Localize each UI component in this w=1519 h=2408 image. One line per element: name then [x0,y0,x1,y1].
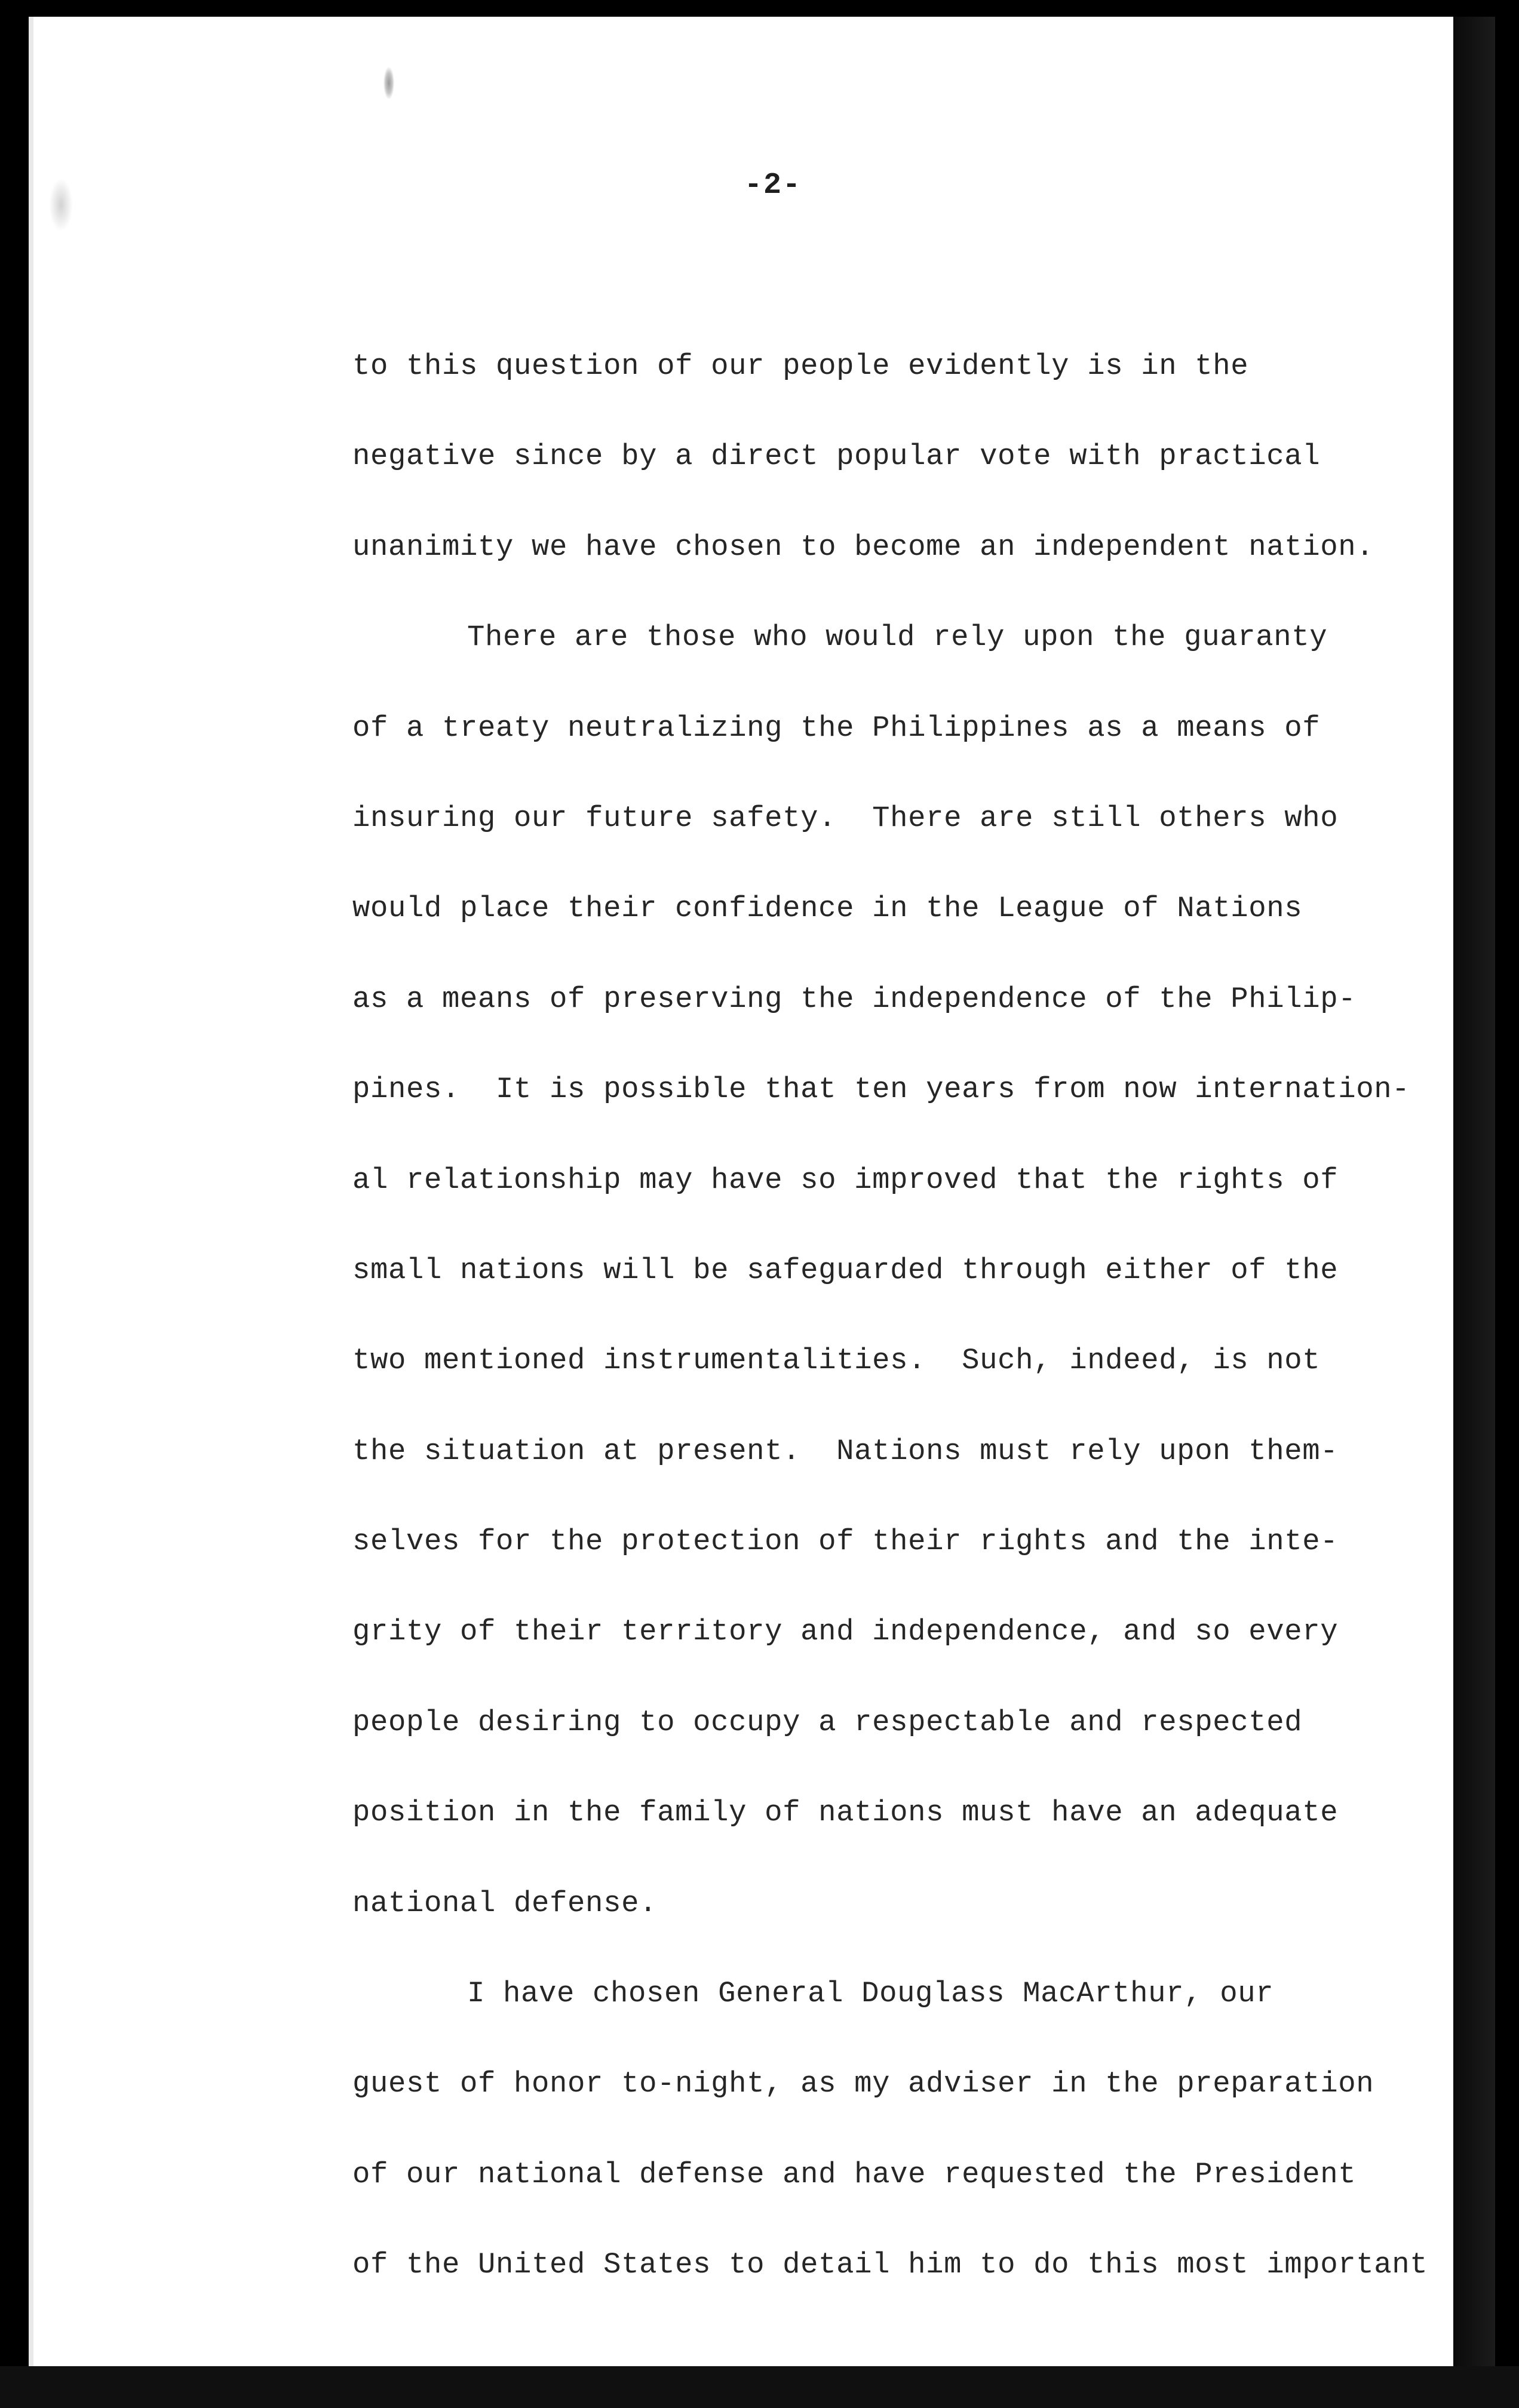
text-line: as a means of preserving the independence of the Philip- [352,982,1357,1016]
text-line: position in the family of nations must have an adequate [352,1796,1339,1830]
text-line: pines. It is possible that ten years from now internation- [352,1073,1410,1107]
text-line: small nations will be safeguarded through either of the [352,1253,1339,1287]
text-line: insuring our future safety. There are still others who [352,801,1339,835]
text-line: two mentioned instrumentalities. Such, indeed, is not [352,1344,1321,1378]
text-line: people desiring to occupy a respectable and respected [352,1705,1303,1739]
text-line: the situation at present. Nations must rely upon them- [352,1434,1339,1468]
text-line-paragraph-start: I have chosen General Douglass MacArthur, our [467,1977,1274,2011]
text-line: national defense. [352,1886,658,1920]
ink-smudge-mark [383,67,394,99]
text-line: guest of honor to-night, as my adviser in the preparation [352,2067,1374,2101]
text-line: of our national defense and have requested the President [352,2157,1357,2191]
text-line: unanimity we have chosen to become an independent nation. [352,530,1374,564]
typed-body-text [352,321,1457,2311]
page-number: -2- [744,168,802,202]
text-line-paragraph-start: There are those who would rely upon the guaranty [467,621,1328,655]
text-line: of the United States to detail him to do this most important [352,2248,1428,2282]
text-line: selves for the protection of their rights and the inte- [352,1525,1339,1559]
text-line: grity of their territory and independence, and so every [352,1615,1339,1649]
text-line: would place their confidence in the League of Nations [352,892,1303,926]
text-line: of a treaty neutralizing the Philippines as a means of [352,711,1321,745]
text-line: al relationship may have so improved that the rights of [352,1163,1339,1197]
scan-right-edge [1453,17,1495,2367]
text-line: to this question of our people evidently is in the [352,349,1249,383]
scan-artifact-mark [49,178,73,232]
scan-bottom-edge [0,2366,1519,2408]
document-page [29,17,1495,2367]
text-line: negative since by a direct popular vote with practical [352,440,1321,474]
